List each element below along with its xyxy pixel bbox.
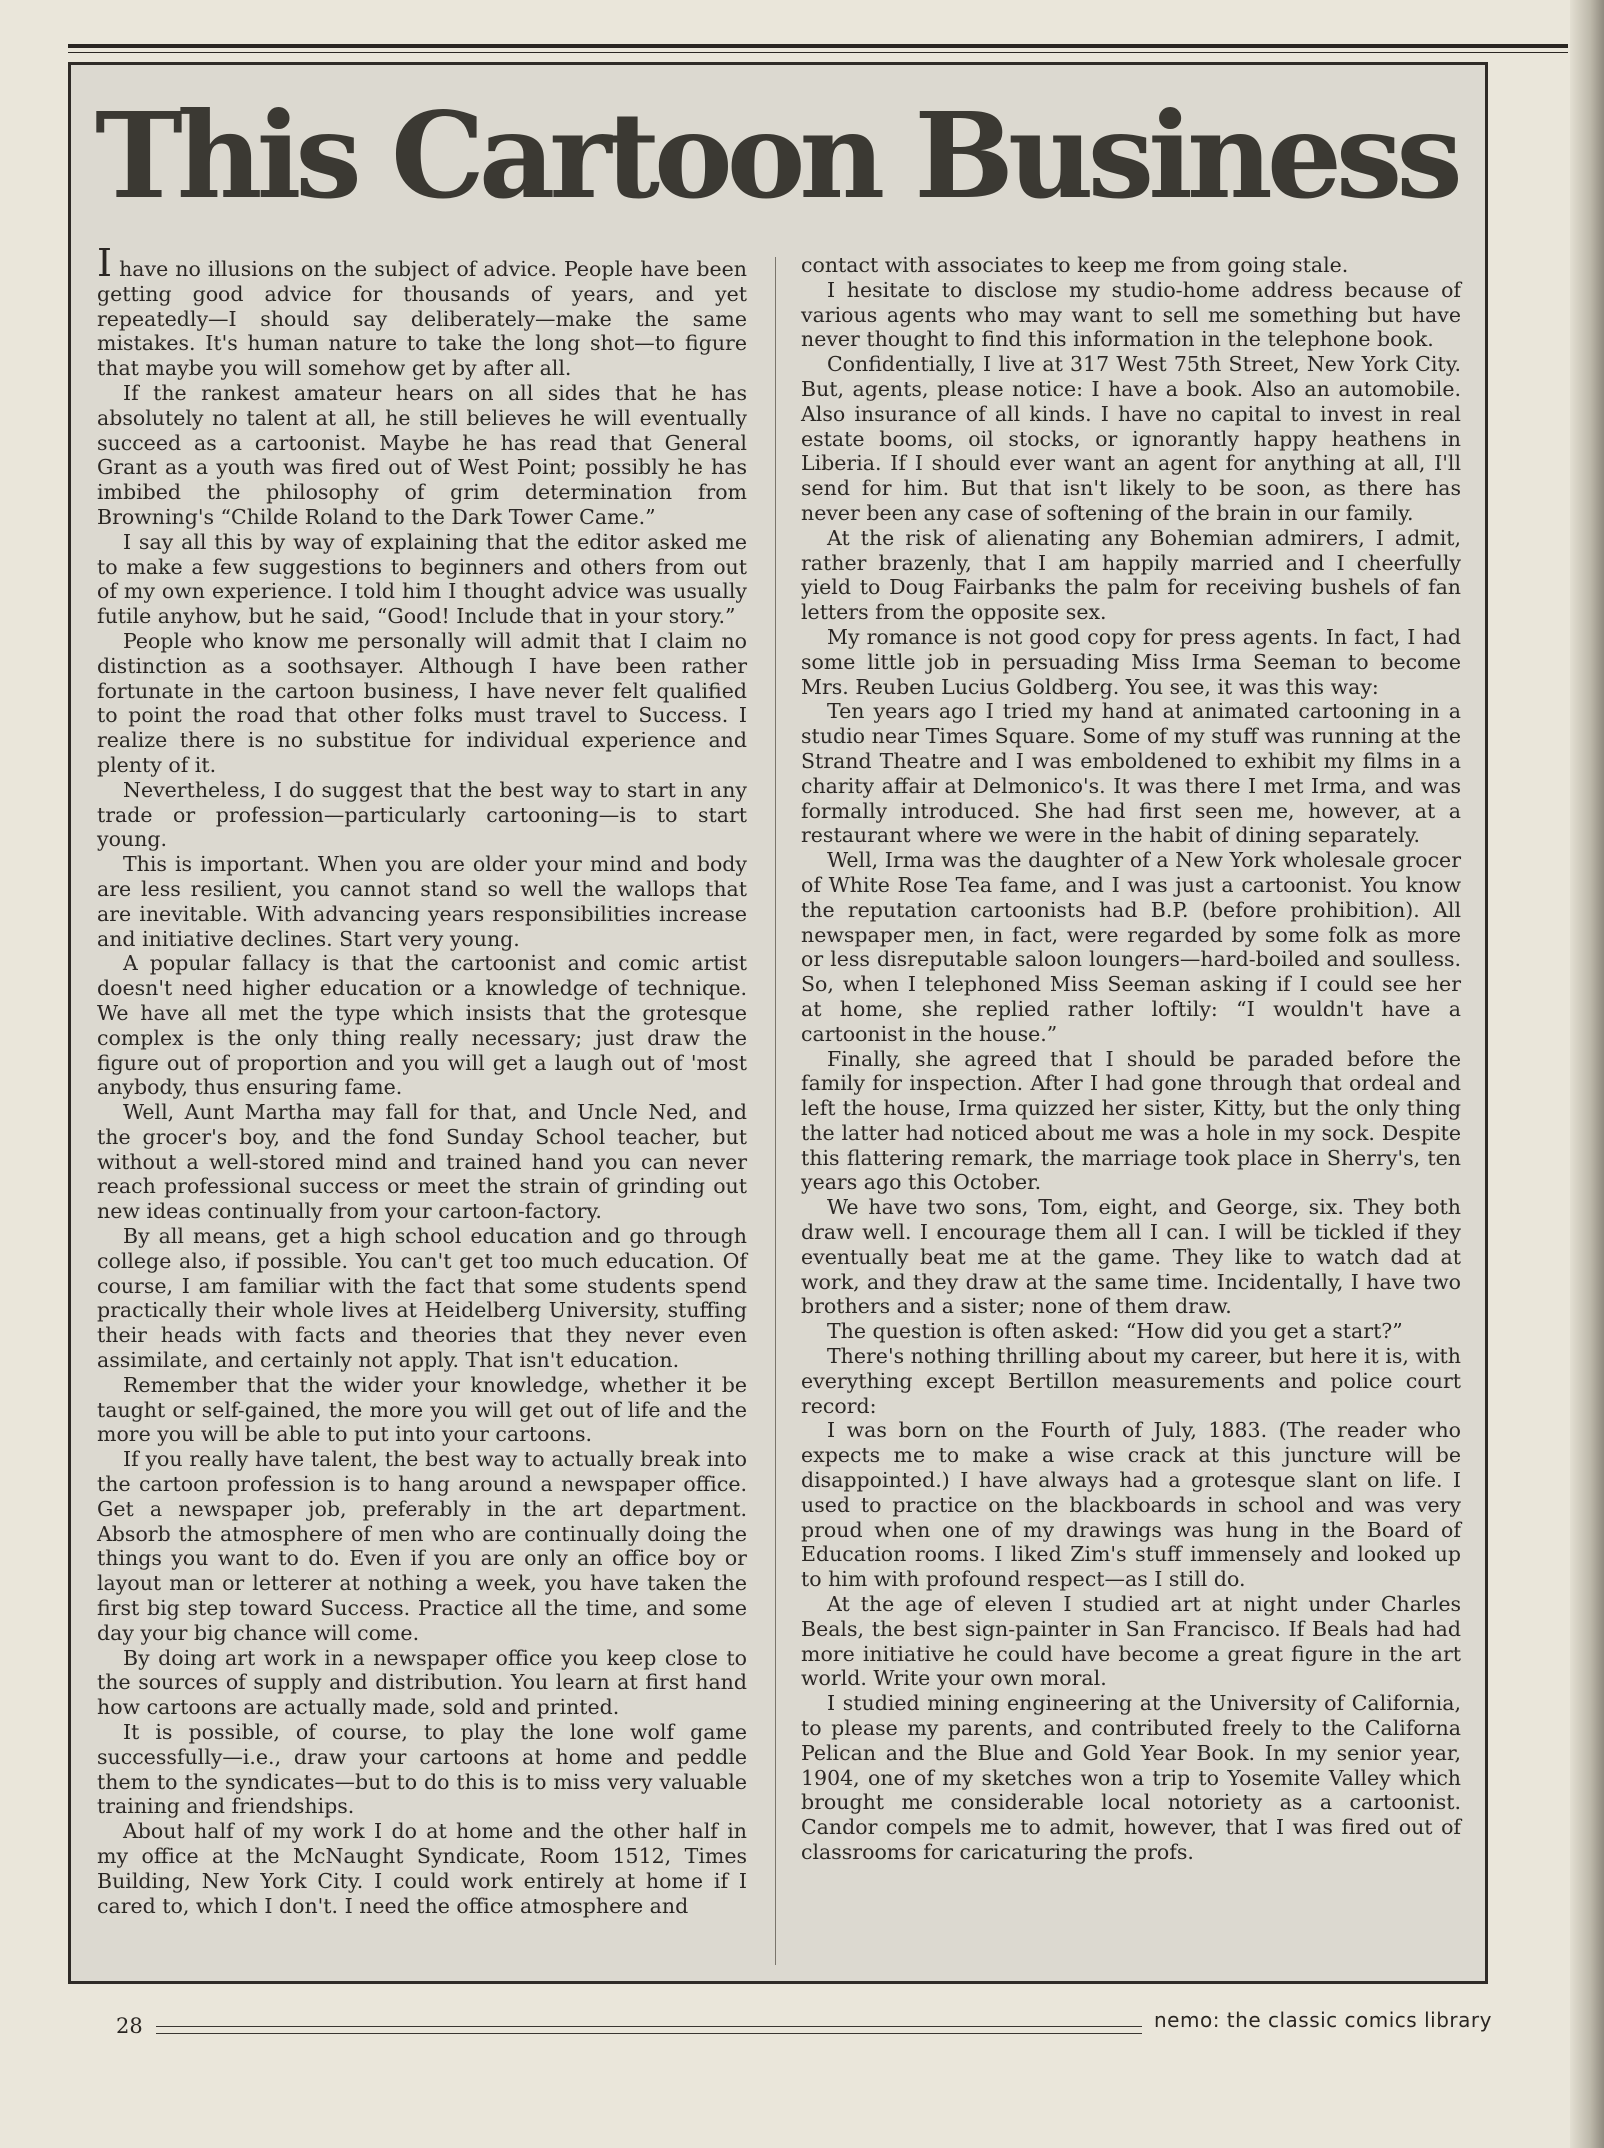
- paragraph: Finally, she agreed that I should be paraded before the family for inspection. After I had gone through that ordeal and left the house, Irma quizzed her sister, Kitty, but the only thing the latter had noticed about me was a hole in my sock. Despite this flattering remark, the marriage took place in Sherry's, ten years ago this October.: [801, 1046, 1461, 1195]
- paragraph: Well, Irma was the daughter of a New York wholesale grocer of White Rose Tea fame, and I was just a cartoonist. You know the reputation cartoonists had B.P. (before prohibition). All newspaper men, in fact, were regarded by some folk as more or less disreputable saloon loungers—hard-boiled and soulless. So, when I telephoned Miss Seeman asking if I could see her at home, she replied rather loftily: “I wouldn't have a cartoonist in the house.”: [801, 848, 1461, 1046]
- publication-name: nemo: the classic comics library: [1154, 2008, 1492, 2032]
- paragraph: A popular fallacy is that the cartoonist and comic artist doesn't need higher education or a knowledge of technique. We have all met the type which insists that the grotesque complex is the only thing really necessary; just draw the figure out of proportion and you will get a laugh out of 'most anybody, thus ensuring fame.: [97, 951, 747, 1100]
- page-number: 28: [116, 2014, 143, 2038]
- paragraph: Confidentially, I live at 317 West 75th Street, New York City. But, agents, please notice: I have a book. Also an automobile. Also insurance of all kinds. I have no capital to invest in real estate booms, oil stocks, or ignorantly happy heathens in Liberia. If I should ever want an agent for anything at all, I'll send for him. But that isn't likely to be soon, as there has never been any case of softening of the brain in our family.: [801, 352, 1461, 525]
- paragraph: My romance is not good copy for press agents. In fact, I had some little job in persuading Miss Irma Seeman to become Mrs. Reuben Lucius Goldberg. You see, it was this way:: [801, 624, 1461, 699]
- paragraph: Well, Aunt Martha may fall for that, and Uncle Ned, and the grocer's boy, and the fond Sunday School teacher, but without a well-stored mind and trained hand you can never reach professional success or meet the strain of grinding out new ideas continually from your cartoon-factory.: [97, 1100, 747, 1224]
- paragraph: If you really have talent, the best way to actually break into the cartoon profession is to hang around a newspaper office. Get a newspaper job, preferably in the art department. Absorb the atmosphere of men who are continually doing the things you want to do. Even if you are only an office boy or layout man or letterer at nothing a week, you have taken the first big step toward Success. Practice all the time, and some day your big chance will come.: [97, 1447, 747, 1645]
- top-rule: [68, 44, 1568, 48]
- footer-rule: [156, 2026, 1142, 2034]
- paragraph: By doing art work in a newspaper office you keep close to the sources of supply and distribution. You learn at first hand how cartoons are actually made, sold and printed.: [97, 1645, 747, 1720]
- paragraph: I have no illusions on the subject of advice. People have been getting good advice for thousands of years, and yet repeatedly—I should say deliberately—make the same mistakes. It's human nature to take the long shot—to figure that maybe you will somehow get by after all.: [97, 241, 747, 381]
- paragraph: There's nothing thrilling about my career, but here it is, with everything except Bertillon measurements and police court record:: [801, 1344, 1461, 1418]
- paragraph: contact with associates to keep me from going stale.: [801, 253, 1349, 277]
- paragraph: We have two sons, Tom, eight, and George, six. They both draw well. I encourage them all I can. I will be tickled if they eventually beat me at the game. They like to watch dad at work, and they draw at the same time. Incidentally, I have two brothers and a sister; none of them draw.: [801, 1195, 1461, 1319]
- paragraph: I studied mining engineering at the University of California, to please my parents, and contributed freely to the Californa Pelican and the Blue and Gold Year Book. In my senior year, 1904, one of my sketches won a trip to Yosemite Valley which brought me considerable local notoriety as a cartoonist. Candor compels me to admit, however, that I was fired out of classrooms for caricaturing the profs.: [801, 1691, 1461, 1864]
- top-rule-thin: [68, 52, 1568, 53]
- paragraph: About half of my work I do at home and the other half in my office at the McNaught Syndicate, Room 1512, Times Building, New York City. I could work entirely at home if I cared to, which I don't. I need the office atmosphere and: [97, 1819, 747, 1918]
- column-divider: [775, 257, 776, 1965]
- left-column: [97, 241, 747, 1918]
- paragraph: Ten years ago I tried my hand at animated cartooning in a studio near Times Square. Some of my stuff was running at the Strand Theatre and I was emboldened to exhibit my films in a charity affair at Delmonico's. It was there I met Irma, and was formally introduced. She had first seen me, however, at a restaurant where we were in the habit of dining separately.: [801, 699, 1461, 848]
- page-gutter-shadow: [1570, 0, 1604, 2148]
- paragraph: The question is often asked: “How did you get a start?”: [827, 1319, 1403, 1344]
- article-frame: [68, 62, 1488, 1984]
- paragraph: If the rankest amateur hears on all sides that he has absolutely no talent at all, he still believes he will eventually succeed as a cartoonist. Maybe he has read that General Grant as a youth was fired out of West Point; possibly he has imbibed the philosophy of grim determination from Browning's “Childe Roland to the Dark Tower Came.”: [97, 380, 747, 529]
- paragraph: I was born on the Fourth of July, 1883. (The reader who expects me to make a wise crack at this juncture will be disappointed.) I have always had a grotesque slant on life. I used to practice on the blackboards in school and was very proud when one of my drawings was hung in the Board of Education rooms. I liked Zim's stuff immensely and looked up to him with profound respect—as I still do.: [801, 1418, 1461, 1592]
- paragraph: It is possible, of course, to play the lone wolf game successfully—i.e., draw your cartoons at home and peddle them to the syndicates—but to do this is to miss very valuable training and friendships.: [97, 1720, 747, 1819]
- paragraph: I say all this by way of explaining that the editor asked me to make a few suggestions to beginners and others from out of my own experience. I told him I thought advice was usually futile anyhow, but he said, “Good! Include that in your story.”: [97, 529, 747, 629]
- article-title: This Cartoon Business: [95, 86, 1457, 225]
- right-column: [801, 253, 1461, 1865]
- paragraph: At the age of eleven I studied art at night under Charles Beals, the best sign-painter in San Francisco. If Beals had had more initiative he could have become a great figure in the art world. Write your own moral.: [801, 1592, 1461, 1691]
- paragraph: By all means, get a high school education and go through college also, if possible. You can't get too much education. Of course, I am familiar with the fact that some students spend practically their whole lives at Heidelberg University, stuffing their heads with facts and theories that they never even assimilate, and certainly not apply. That isn't education.: [97, 1224, 747, 1373]
- paragraph: People who know me personally will admit that I claim no distinction as a soothsayer. Although I have been rather fortunate in the cartoon business, I have never felt qualified to point the road that other folks must travel to Success. I realize there is no substitue for individual experience and plenty of it.: [97, 628, 747, 777]
- paragraph: This is important. When you are older your mind and body are less resilient, you cannot stand so well the wallops that are inevitable. With advancing years responsibilities increase and initiative declines. Start very young.: [97, 852, 747, 951]
- paragraph: At the risk of alienating any Bohemian admirers, I admit, rather brazenly, that I am happily married and I cheerfully yield to Doug Fairbanks the palm for receiving bushels of fan letters from the opposite sex.: [801, 525, 1461, 625]
- paragraph: Remember that the wider your knowledge, whether it be taught or self-gained, the more you will get out of life and the more you will be able to put into your cartoons.: [97, 1372, 747, 1447]
- paragraph: Nevertheless, I do suggest that the best way to start in any trade or profession—particularly cartooning—is to start young.: [97, 777, 747, 852]
- paragraph: I hesitate to disclose my studio-home address because of various agents who may want to sell me something but have never thought to find this information in the telephone book.: [801, 277, 1461, 352]
